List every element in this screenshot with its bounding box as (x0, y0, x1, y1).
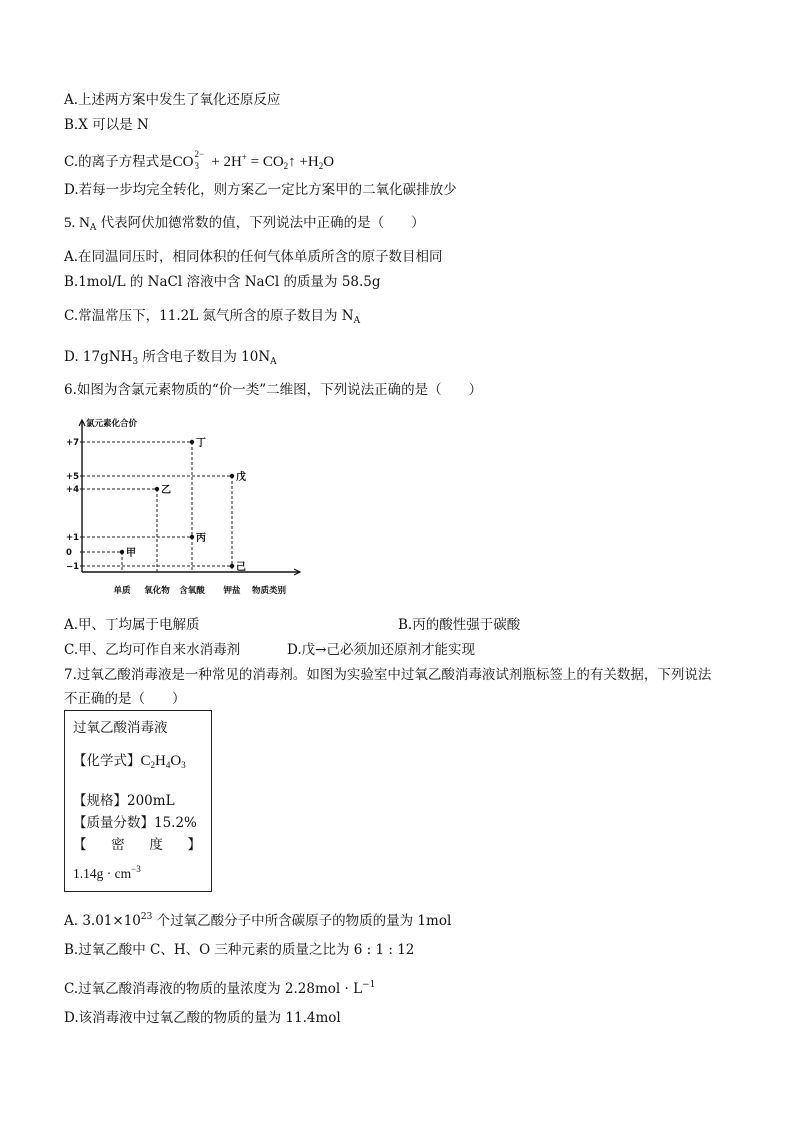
q4-option-c-prefix: C.的离子方程式是 (64, 154, 173, 170)
y-axis-label: 氯元素化合价 (86, 419, 138, 429)
eq-co2-sub: 2 (283, 161, 289, 171)
x-tick-label: 氧化物 (144, 586, 170, 596)
q5-n-sub: A (89, 223, 97, 233)
eq-h-charge: + (241, 152, 247, 162)
ionic-equation (172, 149, 335, 171)
q7-a-rest: 个过氧乙酸分子中所含碳原子的物质的量为 1mol (152, 913, 452, 929)
density-bracket-left: 【 (73, 837, 87, 853)
q4-option-a: A.上述两方案中发生了氧化还原反应 (64, 92, 281, 108)
q7-c-pre: C.过氧乙酸消毒液的物质的量浓度为 2.28mol · L (64, 981, 363, 997)
q5-d-sub1: 3 (132, 357, 139, 367)
label-spec: 【规格】200mL (73, 793, 175, 809)
point-label: 丙 (196, 533, 206, 544)
density-char-2: 度 (149, 837, 163, 853)
label-formula-value: $C_2H_4O_3$ (140, 753, 186, 770)
q4-option-d: D.若每一步均完全转化，则方案乙一定比方案甲的二氧化碳排放少 (64, 182, 457, 198)
eq-co2: = CO (246, 154, 284, 170)
y-tick-label: +5 (66, 472, 80, 482)
eq-co3-charge: 2− (194, 149, 205, 159)
valence-category-chart (64, 412, 304, 602)
q5-option-c (64, 306, 360, 331)
q4-option-b: B.X 可以是 N (64, 117, 149, 133)
point-label: 己 (236, 562, 246, 573)
q6-option-a: A.甲、丁均属于电解质 (64, 617, 200, 633)
data-point (230, 474, 234, 478)
q7-a-exp: 23 (140, 912, 153, 922)
x-tick-label: 含氧酸 (179, 586, 205, 596)
eq-co3: CO (172, 154, 194, 170)
point-label: 丁 (196, 438, 206, 449)
eq-o: O (323, 154, 335, 170)
y-tick-label: +4 (66, 485, 80, 495)
y-tick-label: +1 (66, 533, 80, 543)
eq-2h: + 2H (207, 154, 242, 170)
q5-option-d (64, 347, 277, 372)
label-density-heading (73, 833, 201, 853)
q7-c-exp: −1 (362, 980, 376, 990)
data-point (155, 487, 159, 491)
label-formula (73, 749, 186, 770)
q5-stem (64, 213, 425, 238)
label-formula-prefix: 【化学式】 (73, 753, 141, 769)
q7-option-a (64, 907, 451, 931)
q7-option-d: D.该消毒液中过氧乙酸的物质的量为 11.4mol (64, 1010, 341, 1026)
y-tick-label: −1 (66, 562, 80, 572)
label-density-value: $1.14g \cdot cm^{-3}$ (73, 864, 141, 881)
label-mass-fraction: 【质量分数】15.2% (73, 815, 197, 831)
gas-arrow-icon: ↑ (288, 154, 296, 170)
q6-option-c: C.甲、乙均可作自来水消毒剂 (64, 642, 241, 658)
label-title: 过氧乙酸消毒液 (73, 720, 168, 736)
data-point (230, 564, 234, 568)
x-tick-label: 钾盐 (223, 586, 241, 596)
eq-co3-sub: 3 (194, 161, 199, 171)
q5-d-text2: 所含电子数目为 10N (138, 349, 271, 365)
q5-option-a: A.在同温同压时，相同体积的任何气体单质所含的原子数目相同 (64, 249, 443, 265)
q5-d-sub2: A (270, 357, 277, 367)
q5-d-text1: D. 17gNH (64, 349, 133, 365)
reagent-label (64, 710, 212, 892)
q7-stem-line2: 不正确的是（ ） (64, 691, 186, 707)
point-label: 戊 (236, 472, 246, 483)
y-tick-label: +7 (66, 438, 80, 448)
eq-h2o-sub: 2 (318, 161, 324, 171)
q7-a-pre: A. 3.01×10 (64, 913, 141, 929)
density-bracket-right: 】 (187, 837, 201, 853)
q4-option-c (64, 147, 334, 176)
q5-stem-text: 代表阿伏加德常数的值，下列说法中正确的是（ ） (96, 215, 425, 231)
density-char-1: 密 (111, 837, 125, 853)
q6-option-b: B.丙的酸性强于碳酸 (398, 617, 521, 633)
x-tick-label: 单质 (113, 586, 131, 596)
q5-option-b: B.1mol/L 的 NaCl 溶液中含 NaCl 的质量为 58.5g (64, 274, 381, 290)
point-label: 甲 (126, 548, 136, 559)
q6-option-d: D.戊→己必须加还原剂才能实现 (287, 642, 475, 658)
q6-stem: 6.如图为含氯元素物质的“价一类”二维图，下列说法正确的是（ ） (64, 382, 483, 398)
data-point (190, 440, 194, 444)
q5-c-text: C.常温常压下，11.2L 氮气所含的原子数目为 N (64, 308, 354, 324)
q5-c-sub: A (353, 316, 361, 326)
data-point (120, 550, 124, 554)
q7-option-c (64, 975, 375, 999)
x-axis-label: 物质类别 (252, 586, 287, 596)
point-label: 乙 (161, 485, 171, 496)
eq-h2o: +H (295, 154, 319, 170)
q7-stem-line1: 7.过氧乙酸消毒液是一种常见的消毒剂。如图为实验室中过氧乙酸消毒液试剂瓶标签上的有关数据，下列说法 (64, 667, 712, 683)
q7-option-b: B.过氧乙酸中 C、H、O 三种元素的质量之比为 6 : 1 : 12 (64, 942, 415, 958)
y-tick-label: 0 (66, 548, 72, 558)
q5-n: 5. N (64, 215, 90, 231)
